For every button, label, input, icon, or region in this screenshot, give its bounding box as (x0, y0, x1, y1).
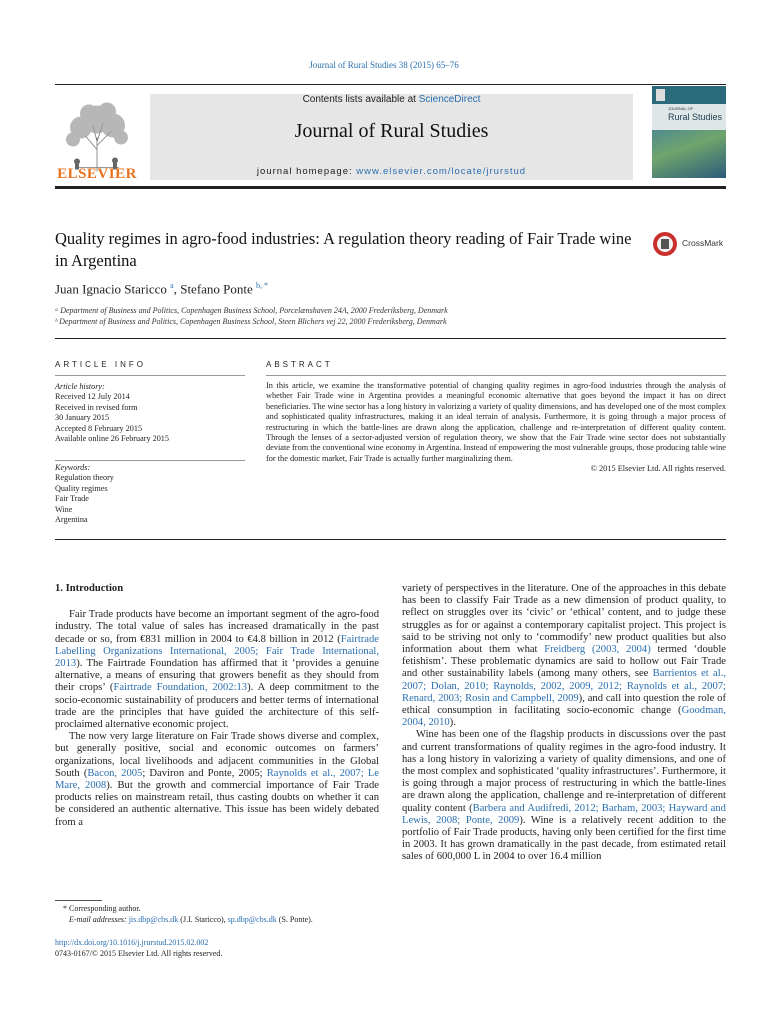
author-name: Juan Ignacio Staricco (55, 281, 167, 297)
affiliation-b: ᵇ Department of Business and Politics, Copenhagen Business School, Steen Blichers vej 22, 2000 Frederiksberg, Denmark (55, 317, 447, 326)
keyword: Argentina (55, 515, 88, 525)
email-label: E-mail addresses: (69, 915, 129, 924)
article-info-heading: ARTICLE INFO (55, 360, 146, 369)
text-run: The now very large literature on Fair Trade shows diverse and complex, but generally positive, social and economic outcomes on farmers’ organizations, local livelihoods and adjacent communities in the Global South ( (55, 731, 379, 779)
cover-artwork (652, 130, 726, 178)
history-item: Received 12 July 2014 (55, 392, 130, 402)
email-link[interactable]: jis.dbp@cbs.dk (128, 915, 179, 924)
keywords-rule (55, 460, 245, 461)
history-item: Available online 26 February 2015 (55, 434, 169, 444)
doi-block (55, 938, 222, 959)
citation-link[interactable]: Freidberg (2003, 2004) (544, 644, 651, 656)
contents-prefix: Contents lists available at (302, 94, 419, 105)
history-item: Accepted 8 February 2015 (55, 423, 143, 433)
doi-link[interactable]: http://dx.doi.org/10.1016/j.jrurstud.2015.02.002 (55, 938, 209, 947)
abstract-heading: ABSTRACT (266, 360, 333, 369)
author-affiliation-marker[interactable]: a (170, 281, 174, 290)
abstract-bottom-rule (55, 539, 726, 540)
email-owner: (J.I. Staricco), (178, 915, 228, 924)
text-run: ). A deep commitment to the socio-economic sustainability of producers and better terms of international trade are the principles that have guided the architecture of this self-proclaimed alternative economic project. (55, 682, 379, 731)
sciencedirect-link[interactable]: ScienceDirect (418, 94, 481, 105)
citation-link[interactable]: Goodman, 2004, 2010 (402, 705, 726, 729)
citation-link[interactable]: Fairtrade Foundation, 2002:13 (113, 682, 248, 694)
keywords-list (55, 463, 114, 525)
paragraph (55, 609, 379, 731)
history-label: Article history: (55, 382, 105, 391)
cover-title: Rural Studies (668, 112, 723, 122)
journal-cover-image (652, 86, 726, 178)
publisher-name: ELSEVIER (57, 166, 137, 182)
homepage-link[interactable]: www.elsevier.com/locate/jrurstud (356, 166, 527, 177)
history-item: Received in revised form (55, 402, 138, 412)
citation-link[interactable]: Raynolds et al., 2007; Le Mare, 2008 (55, 767, 379, 792)
cover-emblem (656, 89, 665, 101)
text-run: Fair Trade products have become an important segment of the agro-food industry. The total value of sales has increased dramatically in the past decade or so, from €831 million in 2004 to €4.8 billion in 2012 ( (55, 609, 379, 645)
abstract-copyright: © 2015 Elsevier Ltd. All rights reserved. (590, 464, 726, 474)
section-heading-introduction: 1. Introduction (55, 583, 124, 594)
citation-link[interactable]: Bacon, 2005 (87, 767, 143, 779)
text-run: ). The Fairtrade Foundation has affirmed that it ‘provides a genuine alternative, a means of ensuring that growers benefit as they should from their crops’ ( (55, 658, 379, 694)
paragraph (402, 729, 726, 863)
article-title: Quality regimes in agro-food industries: A regulation theory reading of Fair Trade wine in Argentina (55, 229, 632, 270)
citation-link[interactable]: Fairtrade Labelling Organizations International, 2005; Fair Trade International, 2013 (55, 633, 379, 670)
paragraph (55, 731, 379, 829)
citation-link[interactable]: Barbera and Audifredi, 2012; Barham, 2003; Hayward and Lewis, 2008; Ponte, 2009 (402, 802, 726, 826)
journal-citation[interactable]: Journal of Rural Studies 38 (2015) 65–76 (309, 60, 459, 70)
history-item: 30 January 2015 (55, 413, 110, 423)
section-rule (55, 338, 726, 339)
text-run: ). (449, 717, 456, 729)
body-column-left (55, 583, 379, 829)
corresponding-author-note: * Corresponding author. (63, 904, 141, 913)
article-history (55, 382, 169, 444)
text-run: ). But the growth and commercial importance of Fair Trade products relies on mainstream retail, thus casting doubts on whether it can be considered an authentic alternative. This issue has been widely debated from a (55, 780, 379, 828)
crossmark-label: CrossMark (682, 238, 724, 248)
crossmark-icon (652, 230, 678, 258)
homepage-prefix: journal homepage: (256, 166, 357, 177)
text-run: ). Wine is a relatively recent addition to the portfolio of Fair Trade products, having only been certified for the first time in 2003. It has grown dramatically in the past decade, from estimated retail sales of 600,000 L in 2004 to over 16.4 million (402, 814, 726, 863)
corresponding-author-footnote (55, 903, 313, 925)
text-run: Wine has been one of the flagship products in discussions over the past and current transformations of quality regimes in the agro-food industry. It has a long history in valorizing a variety of quality dimensions, and one of the most complex and sophisticated ‘quality infrastructures’. Furthermore, it is going through a major process of restructuring in which the battle-lines are drawn along the application, challenge and re-interpretation of different quality content ( (402, 729, 726, 814)
contents-line (150, 94, 633, 105)
footnote-rule (55, 900, 102, 901)
header-rule-bottom (55, 186, 726, 189)
abstract-rule (266, 375, 726, 376)
email-link[interactable]: sp.dbp@cbs.dk (227, 915, 277, 924)
author-affiliation-marker[interactable]: b, * (256, 281, 269, 290)
keywords-label: Keywords: (55, 463, 91, 472)
email-line (55, 914, 313, 925)
body-column-right (402, 583, 726, 864)
citation-link[interactable]: Barrientos et al., 2007; Dolan, 2010; Raynolds, 2002, 2009, 2012; Raynolds et al., 2007; Renard, 2003; Rosin and Campbell, 2009 (402, 668, 726, 704)
crossmark-badge[interactable] (652, 230, 732, 260)
text-run: termed ‘double fetishism’. These problematic dynamics are said to hollow out Fair Trade and other sustainability labels (among many others, see (402, 644, 726, 680)
author-list: Juan Ignacio Staricco $^a$, Stefano Ponte $^{b, *}$ (55, 281, 269, 297)
journal-title: Journal of Rural Studies (294, 120, 489, 142)
cover-title-small: JOURNAL OF (668, 106, 694, 111)
keyword: Fair Trade (55, 494, 89, 504)
abstract-body (266, 381, 726, 475)
header-rule-top (55, 84, 726, 85)
paragraph (402, 583, 726, 729)
abstract-text: In this article, we examine the transformative potential of changing quality regimes in agro-food industries through the analysis of whether Fair Trade wine in Argentina provides a meaningful economic alternative that goes beyond the impact it has on direct beneficiaries. The wine sector has a long history in valorizing a variety of quality dimensions, and has developed one of the most complex and sophisticated quality infrastructures, making it an ideal terrain of analysis. Furthermore, it is going through a major process of restructuring in which the battle-lines are drawn along the application, challenge and re-interpretation of different quality content. Through the lenses of a sector-adjusted version of regulation theory, we show that the Fair Trade wine sector does not substantially deviate from the conventional wine economy in Argentina. Instead of empowering the most vulnerable groups, those producing table wine for the domestic market, Fair Trade is actually further marginalizing them. (266, 381, 726, 463)
journal-homepage-line (150, 166, 633, 177)
author-name: Stefano Ponte (180, 281, 253, 297)
affiliation-a: ᵃ Department of Business and Politics, Copenhagen Business School, Porcelænshaven 24A, 2000 Frederiksberg, Denmark (55, 306, 448, 315)
email-owner: (S. Ponte). (276, 915, 313, 924)
text-run: ), and call into question the role of ethical consumption in facilitating socio-economic change ( (402, 692, 726, 717)
text-run: ; Daviron and Ponte, 2005; (142, 767, 267, 779)
issn-copyright: 0743-0167/© 2015 Elsevier Ltd. All rights reserved. (55, 948, 223, 958)
text-run: variety of perspectives in the literature. One of the approaches in this debate has been to classify Fair Trade as a new dimension of product quality, to reflect on struggles over its ‘civic’ or ‘ethical’ content, and to judge these struggles as for or against a contemporary capitalist project. This project is said to be striving not only to ‘commodify’ new product qualities but also information about them what (402, 583, 726, 656)
keyword: Wine (55, 504, 73, 514)
article-info-rule (55, 375, 245, 376)
keyword: Regulation theory (55, 473, 114, 483)
keyword: Quality regimes (55, 483, 108, 493)
